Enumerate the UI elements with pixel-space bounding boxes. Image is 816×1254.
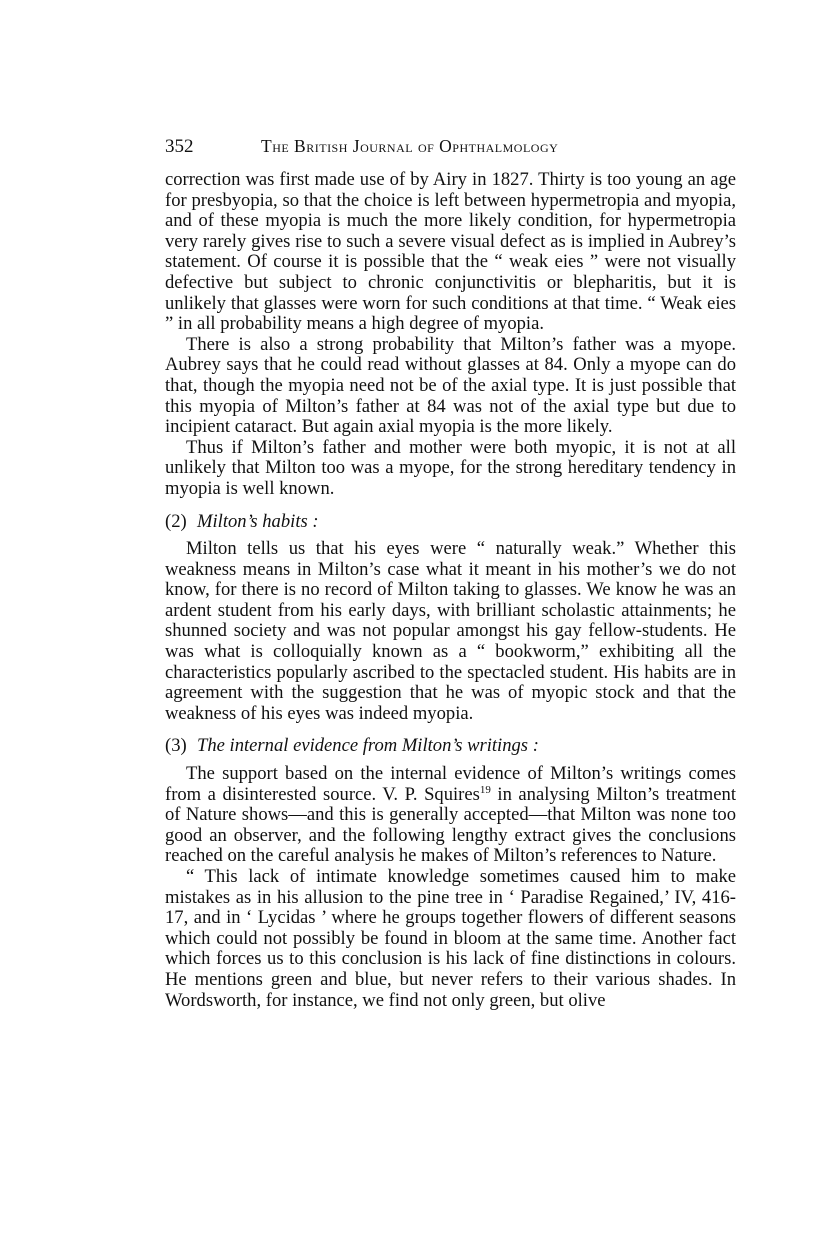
paragraph-habits: Milton tells us that his eyes were “ naturally weak.” Whether this weakness means in Milton’s case what it meant in his mother’s we do not know, for there is no record of Milton taking to glasses. We know he was an ardent student from his early days, with brilliant scholastic attainments; he shunned society and was not popular amongst his gay fellow-students. He was what is colloquially known as a “ bookworm,” exhibiting all the characteristics popularly ascribed to the spectacled student. His habits are in agreement with the suggestion that he was of myopic stock and that the weakness of his eyes was indeed myopia. — [165, 538, 736, 724]
section-heading-internal-evidence — [165, 736, 736, 757]
section-title: Milton’s habits : — [197, 510, 319, 532]
page-number: 352 — [165, 136, 194, 157]
article-body — [165, 170, 736, 1011]
page-header — [165, 136, 740, 160]
text-after-reference: in analysing Milton’s treatment of Nature shows—and this is generally accepted—that Milton was none too good an observer, and the following lengthy extract gives the conclusions reached on the careful analysis he makes of Milton’s references to Nature. — [165, 783, 736, 867]
paragraph-hereditary: Thus if Milton’s father and mother were both myopic, it is not at all unlikely that Milton too was a myope, for the strong hereditary tendency in myopia is well known. — [165, 436, 736, 499]
paragraph-internal-evidence — [165, 764, 736, 867]
section-number: (2) — [165, 510, 187, 532]
reference-superscript: 19 — [479, 783, 491, 796]
paragraph-father-myope: There is also a strong probability that Milton’s father was a myope. Aubrey says that he could read without glasses at 84. Only a myope can do that, though the myopia need not be of the axial type. It is just possible that this myopia of Milton’s father at 84 was not of the axial type but due to incipient cataract. But again axial myopia is the more likely. — [165, 333, 736, 438]
paragraph-quoted-extract: “ This lack of intimate knowledge sometimes caused him to make mistakes as in his allusion to the pine tree in ‘ Paradise Regained,’ IV, 416-17, and in ‘ Lycidas ’ where he groups together flowers of different seasons which could not possibly be found in bloom at the same time. Another fact which forces us to this conclusion is his lack of fine distinctions in colours. He mentions green and blue, but never refers to their various shades. In Wordsworth, for instance, we find not only green, but olive — [165, 866, 736, 1011]
text-before-reference: The support based on the internal evidence of Milton’s writings comes from a disinterested source. V. P. Squires — [165, 763, 736, 805]
section-title: The internal evidence from Milton’s writings : — [197, 735, 539, 757]
running-title: The British Journal of Ophthalmology — [261, 136, 559, 156]
paragraph-continuation: correction was first made use of by Airy in 1827. Thirty is too young an age for presbyopia, so that the choice is left between hypermetropia and myopia, and of these myopia is much the more likely condition, for hypermetropia very rarely gives rise to such a severe visual defect as is implied in Aubrey’s statement. Of course it is possible that the “ weak eies ” were not visually defective but subject to chronic conjunctivitis or blepharitis, but it is unlikely that glasses were worn for such conditions at that time. “ Weak eies ” in all probability means a high degree of myopia. — [165, 169, 736, 335]
section-heading-habits — [165, 512, 736, 533]
section-number: (3) — [165, 735, 187, 757]
